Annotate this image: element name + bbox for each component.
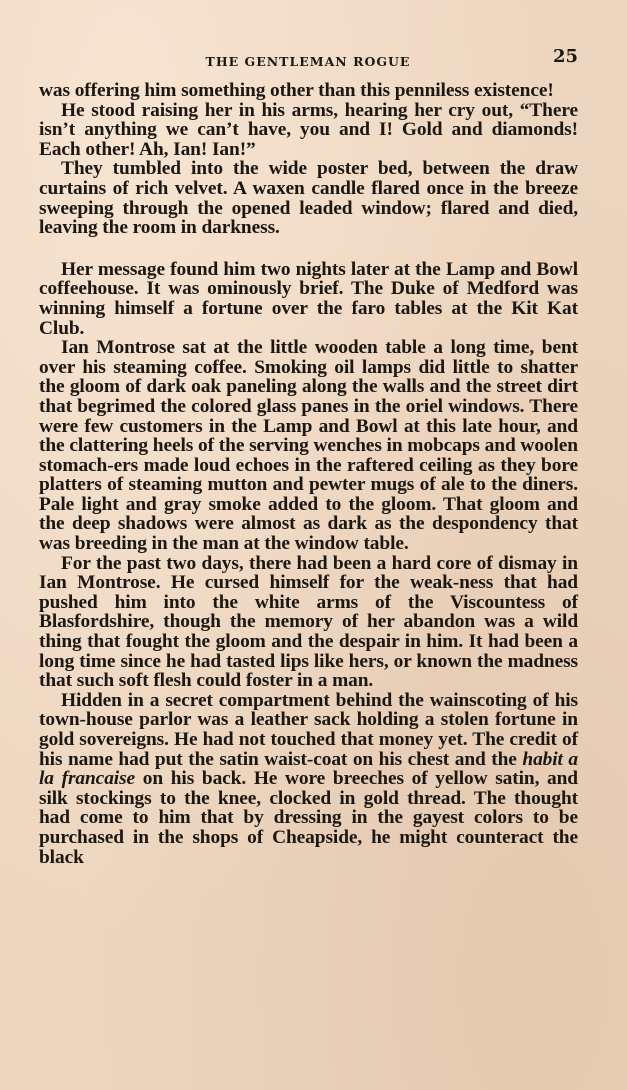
page-header xyxy=(38,46,578,74)
paragraph-text: Hidden in a secret compartment behind the wainscoting of his town-house parlor was a leather sack holding a stolen fortune in gold sovereigns. He had not touched that money yet. The credit of his name had put the satin waist-coat on his chest and the xyxy=(39,689,578,770)
paragraph: For the past two days, there had been a hard core of dismay in Ian Montrose. He cursed himself for the weak-ness that had pushed him into the white arms of the Viscountess of Blasfordshire, though the memory of her abandon was a wild thing that fought the gloom and the despair in him. It had been a long time since he had tasted lips like hers, or known the madness that such soft flesh could foster in a man. xyxy=(39,552,578,692)
paragraph: He stood raising her in his arms, hearing her cry out, “There isn’t anything we can’t have, you and I! Gold and diamonds! Each other! Ah, Ian! Ian!” xyxy=(39,99,578,160)
paragraph: Ian Montrose sat at the little wooden table a long time, bent over his steaming coffee. Smoking oil lamps did little to shatter the gloom of dark oak paneling along the walls and the street dirt that begrimed the colored glass panes in the oriel windows. There were few customers in the Lamp and Bowl at this late hour, and the clattering heels of the serving wenches in mobcaps and woolen stomach-ers made loud echoes in the raftered ceiling as they bore platters of steaming mutton and pewter mugs of ale to the diners. Pale light and gray smoke added to the gloom. That gloom and the deep shadows were almost as dark as the despondency that was breeding in the man at the window table. xyxy=(39,337,578,555)
paragraph-section-start: Her message found him two nights later at the Lamp and Bowl coffeehouse. It was ominously brief. The Duke of Medford was winning himself a fortune over the faro tables at the Kit Kat Club. xyxy=(39,258,578,339)
page-number: 25 xyxy=(552,46,578,67)
body-text xyxy=(39,81,578,867)
italic-phrase: habit a la francaise xyxy=(39,748,579,790)
running-title: THE GENTLEMAN ROGUE xyxy=(205,54,411,69)
paragraph xyxy=(39,691,578,867)
paragraph: They tumbled into the wide poster bed, between the draw curtains of rich velvet. A waxen candle flared once in the breeze sweeping through the opened leaded window; flared and died, leaving the room in darkness. xyxy=(39,158,578,239)
paragraph-continuation: was offering him something other than this penniless existence! xyxy=(39,80,554,101)
paragraph-text: on his back. He wore breeches of yellow satin, and silk stockings to the knee, clocked in gold thread. The thought had come to him that by dressing in the gayest colors to be purchased in the shops of Cheapside, he might counteract the black xyxy=(39,768,578,868)
